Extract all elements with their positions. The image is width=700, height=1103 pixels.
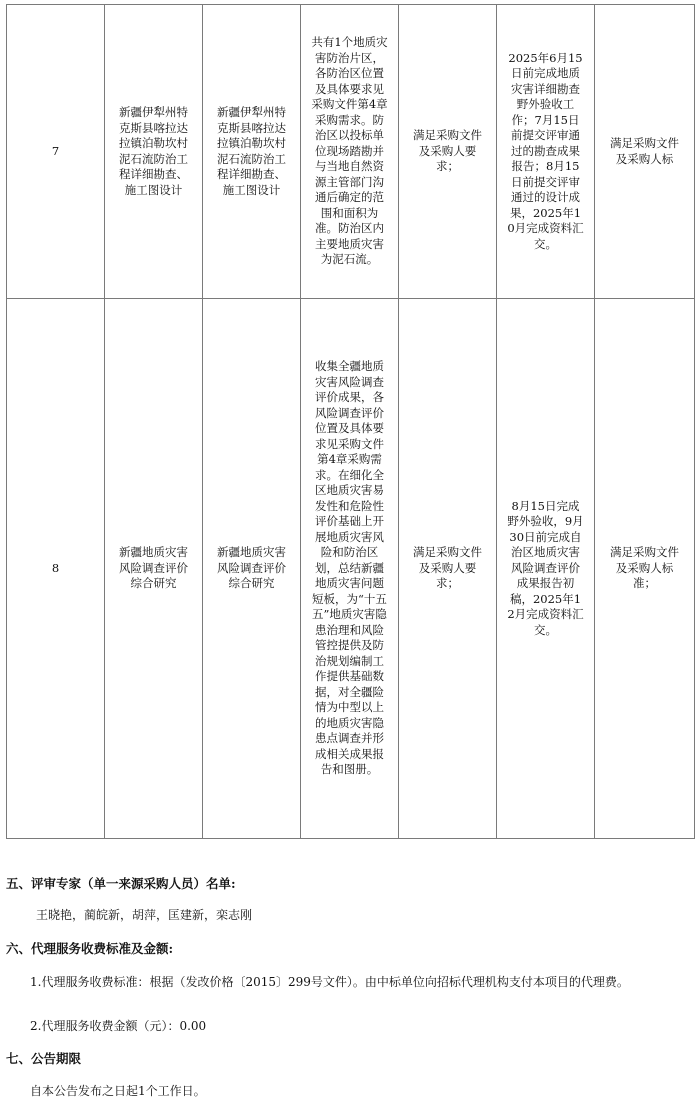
procurement-table — [6, 4, 695, 839]
quality-cell: 满足采购文件及采购人要求； — [399, 299, 497, 839]
schedule-cell: 8月15日完成野外验收，9月30日前完成自治区地质灾害风险调查评价成果报告初稿，2025年12月完成资料汇交。 — [497, 299, 595, 839]
row-number: 7 — [7, 5, 105, 299]
fee-standard: 1.代理服务收费标准：根据（发改价格〔2015〕299号文件）。由中标单位向招标代理机构支付本项目的代理费。 — [30, 975, 629, 989]
table-row — [7, 299, 695, 839]
content-cell: 共有1个地质灾害防治片区，各防治区位置及具体要求见采购文件第4章采购需求。防治区以投标单位现场踏勘并与当地自然资源主管部门沟通后确定的范围和面积为准。防治区内主要地质灾害为泥石流。 — [301, 5, 399, 299]
table-row — [7, 5, 695, 299]
project-name-cell: 新疆地质灾害风险调查评价综合研究 — [105, 299, 203, 839]
standard-cell: 满足采购文件及采购人标准； — [595, 299, 695, 839]
package-name-cell: 新疆地质灾害风险调查评价综合研究 — [203, 299, 301, 839]
expert-names: 王晓艳，蔺皖新，胡萍，匡建新，栾志刚 — [36, 908, 253, 922]
announcement-period: 自本公告发布之日起1个工作日。 — [30, 1084, 206, 1098]
package-name-cell: 新疆伊犁州特克斯县喀拉达拉镇泊勒坎村泥石流防治工程详细勘查、施工图设计 — [203, 5, 301, 299]
row-number: 8 — [7, 299, 105, 839]
fee-amount: 2.代理服务收费金额（元）：0.00 — [30, 1019, 207, 1033]
standard-cell: 满足采购文件及采购人标 — [595, 5, 695, 299]
section-seven-title: 七、公告期限 — [6, 1051, 82, 1066]
section-six-title: 六、代理服务收费标准及金额: — [6, 941, 174, 956]
content-cell: 收集全疆地质灾害风险调查评价成果，各风险调查评价位置及具体要求见采购文件第4章采购需求。在细化全区地质灾害易发性和危险性评价基础上开展地质灾害风险和防治区划，总结新疆地质灾害问题短板，为“十五五”地质灾害隐患治理和风险管控提供及防治规划编制工作提供基础数据，对全疆险情为中型以上的地质灾害隐患点调查并形成相关成果报告和图册。 — [301, 299, 399, 839]
quality-cell: 满足采购文件及采购人要求； — [399, 5, 497, 299]
schedule-cell: 2025年6月15日前完成地质灾害详细勘查野外验收工作；7月15日前提交评审通过的勘查成果报告；8月15日前提交评审通过的设计成果，2025年10月完成资料汇交。 — [497, 5, 595, 299]
project-name-cell: 新疆伊犁州特克斯县喀拉达拉镇泊勒坎村泥石流防治工程详细勘查、施工图设计 — [105, 5, 203, 299]
section-five-title: 五、评审专家（单一来源采购人员）名单: — [6, 876, 236, 891]
